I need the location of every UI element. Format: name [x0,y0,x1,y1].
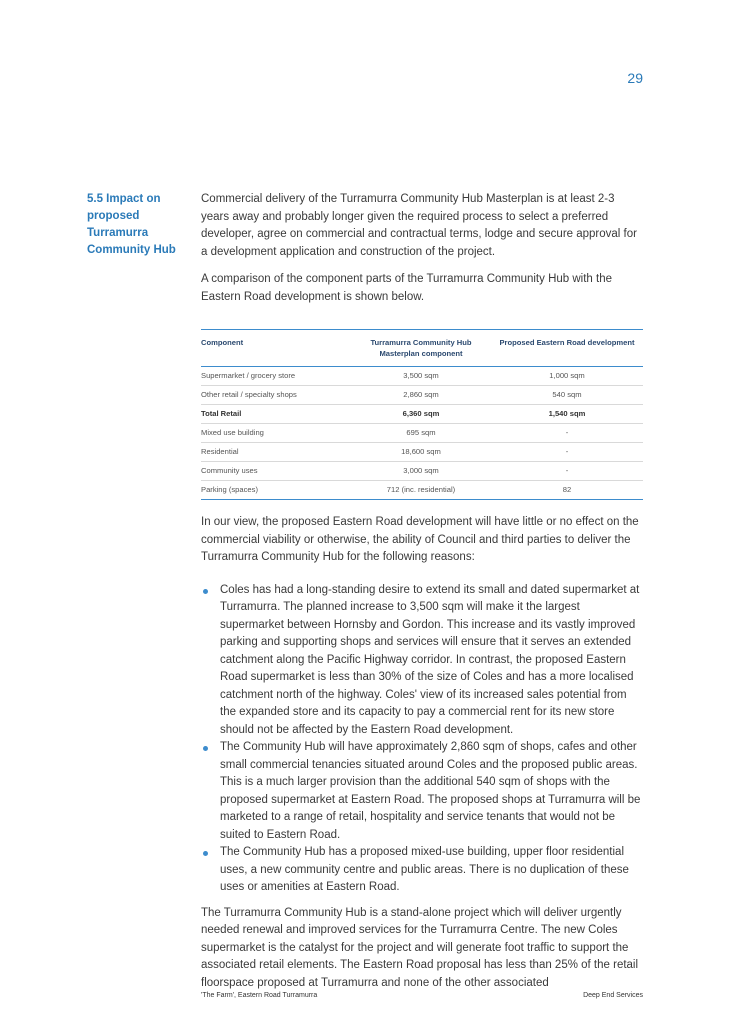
table-cell: 2,860 sqm [351,386,491,405]
table-cell: 3,000 sqm [351,462,491,481]
table-cell: Community uses [201,462,351,481]
table-cell: Mixed use building [201,424,351,443]
table-cell: 6,360 sqm [351,405,491,424]
table-header: Proposed Eastern Road development [499,338,635,347]
table-row [201,424,643,443]
table-cell: Other retail / specialty shops [201,386,351,405]
table-row [201,367,643,386]
footer-company: Deep End Services [583,992,643,999]
list-item [201,739,643,844]
table-row [201,386,643,405]
list-item-text: The Community Hub has a proposed mixed-use building, upper floor residential uses, a new community centre and public areas. There is no duplication of these uses or amenities at Eastern Road. [220,846,629,893]
bullet-dot-icon [203,746,208,751]
page-number: 29 [627,70,643,86]
table-header: Component [201,338,244,347]
bullet-dot-icon [203,589,208,594]
paragraph: A comparison of the component parts of the Turramurra Community Hub with the Eastern Road development is shown below. [201,273,612,303]
comparison-table [201,329,643,500]
table-cell: Parking (spaces) [201,481,351,500]
table-header-row [201,330,643,367]
table-cell: 1,540 sqm [491,405,643,424]
list-item-text: The Community Hub will have approximately 2,860 sqm of shops, cafes and other small commercial tenancies situated around Coles and the proposed public areas. This is a much larger provision than the additional 540 sqm of shops with the proposed supermarket at Eastern Road. The proposed shops at Turramurra will be marketed to a range of retail, hospitality and service tenants that would not be suited to Eastern Road. [220,741,641,841]
bullet-dot-icon [203,851,208,856]
table-cell: - [491,462,643,481]
table-cell: - [491,424,643,443]
main-content [201,191,643,1002]
table-cell: 3,500 sqm [351,367,491,386]
table-cell: 712 (inc. residential) [351,481,491,500]
paragraph: The Turramurra Community Hub is a stand-alone project which will deliver urgently needed renewal and improved services for the Turramurra Centre. The new Coles supermarket is the catalyst for the project and will generate foot traffic to support the associated retail elements. The Eastern Road proposal has less than 25% of the retail floorspace proposed at Turramurra and none of the other associated [201,906,639,989]
table-row [201,481,643,500]
list-item [201,844,643,897]
table-cell: 1,000 sqm [491,367,643,386]
paragraph: In our view, the proposed Eastern Road development will have little or no effect on the commercial viability or otherwise, the ability of Council and third parties to deliver the Turramurra Community Hub for the following reasons: [201,516,639,563]
table-cell: 18,600 sqm [351,443,491,462]
paragraph: Commercial delivery of the Turramurra Community Hub Masterplan is at least 2-3 years away and probably longer given the required process to select a preferred developer, agree on commercial and contractual terms, lodge and secure approval for a development application and construction of the project. [201,193,637,258]
table-row [201,443,643,462]
list-item [201,582,643,740]
table-row [201,462,643,481]
table-cell: - [491,443,643,462]
table-cell: 540 sqm [491,386,643,405]
table-cell: 695 sqm [351,424,491,443]
table-cell: Total Retail [201,405,351,424]
footer-document-title: 'The Farm', Eastern Road Turramurra [201,992,318,999]
section-heading: 5.5 Impact on proposed Turramurra Community Hub [87,193,176,256]
table-cell: Supermarket / grocery store [201,367,351,386]
list-item-text: Coles has had a long-standing desire to extend its small and dated supermarket at Turramurra. The planned increase to 3,500 sqm will make it the largest supermarket between Hornsby and Gordon. This increase and its vastly improved parking and supporting shops and services will ensure that it serves an extended catchment along the Pacific Highway corridor. In contrast, the proposed Eastern Road supermarket is less than 30% of the size of Coles and has a more localised catchment north of the highway. Coles' view of its increased sales potential from the expanded store and its capacity to pay a commercial rent for its new store should not be affected by the Eastern Road development. [220,583,640,736]
table-header: Turramurra Community Hub Masterplan component [370,338,472,358]
table-cell: 82 [491,481,643,500]
reasons-list [201,582,643,897]
table-cell: Residential [201,443,351,462]
table-row-total [201,405,643,424]
